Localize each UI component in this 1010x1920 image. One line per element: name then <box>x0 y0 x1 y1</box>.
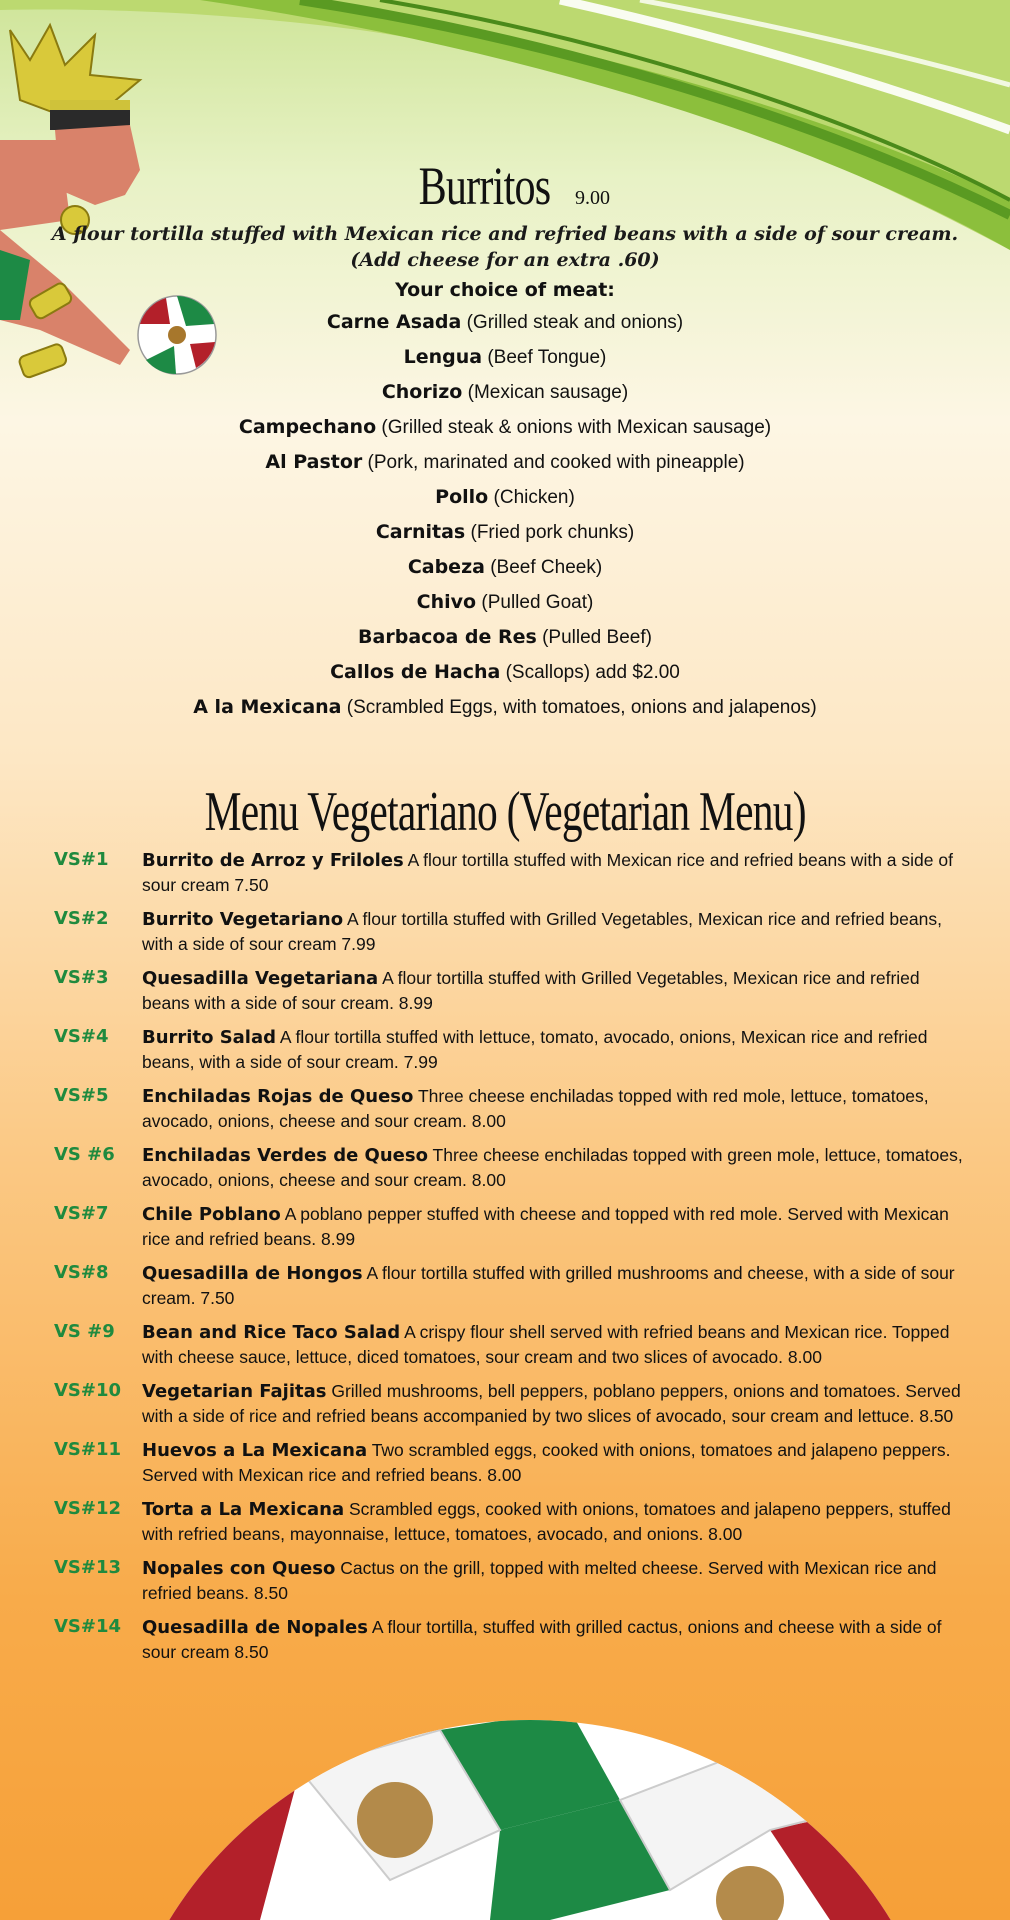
item-code: VS#13 <box>54 1557 122 1578</box>
meat-name: Chorizo <box>381 381 463 403</box>
meat-desc: (Chicken) <box>493 487 575 508</box>
meat-item <box>0 550 1010 585</box>
item-code: VS#5 <box>54 1085 109 1106</box>
meat-name: Cabeza <box>407 556 485 578</box>
item-body <box>142 1261 964 1310</box>
vegetarian-item <box>54 1025 964 1074</box>
burritos-title: Burritos <box>418 156 551 216</box>
meat-choice-label: Your choice of meat: <box>395 279 615 301</box>
vegetarian-item <box>54 1556 964 1605</box>
item-desc: A flour tortilla stuffed with Grilled Vegetables, Mexican rice and refried beans, with a side of sour cream 7.99 <box>142 909 942 954</box>
meat-name: Callos de Hacha <box>330 661 501 683</box>
item-desc: A flour tortilla, stuffed with grilled cactus, onions and cheese with a side of sour cream 8.50 <box>142 1617 942 1662</box>
item-desc: Grilled mushrooms, bell peppers, poblano peppers, onions and tomatoes. Served with a side of rice and refried beans accompanied by two slices of avocado, sour cream and lettuce. 8.50 <box>142 1381 961 1426</box>
item-body <box>142 1438 964 1487</box>
item-body <box>142 1556 964 1605</box>
burritos-section <box>0 155 1010 725</box>
item-code: VS#12 <box>54 1498 122 1519</box>
item-name: Torta a La Mexicana <box>142 1499 345 1520</box>
vegetarian-item <box>54 1497 964 1546</box>
item-body <box>142 1320 964 1369</box>
meat-desc: (Fried pork chunks) <box>470 522 635 543</box>
item-name: Quesadilla de Hongos <box>142 1263 363 1284</box>
meat-desc: (Scrambled Eggs, with tomatoes, onions and jalapenos) <box>346 697 817 718</box>
vegetarian-item <box>54 848 964 897</box>
item-name: Bean and Rice Taco Salad <box>142 1322 401 1343</box>
vegetarian-list <box>54 848 964 1674</box>
burritos-heading <box>0 155 1010 217</box>
item-code: VS#2 <box>54 908 109 929</box>
item-name: Enchiladas Verdes de Queso <box>142 1145 428 1166</box>
item-name: Enchiladas Rojas de Queso <box>142 1086 414 1107</box>
item-code: VS#10 <box>54 1380 122 1401</box>
vegetarian-item <box>54 966 964 1015</box>
vegetarian-item <box>54 1261 964 1310</box>
meat-item <box>0 620 1010 655</box>
item-body <box>142 907 964 956</box>
vegetarian-item <box>54 1379 964 1428</box>
meat-name: A la Mexicana <box>193 696 342 718</box>
item-desc: A flour tortilla stuffed with Mexican rice and refried beans with a side of sour cream 7.50 <box>142 850 953 895</box>
vegetarian-item <box>54 1202 964 1251</box>
meat-name: Al Pastor <box>265 451 363 473</box>
vegetarian-item <box>54 1143 964 1192</box>
item-name: Quesadilla de Nopales <box>142 1617 368 1638</box>
item-name: Burrito Salad <box>142 1027 277 1048</box>
item-name: Huevos a La Mexicana <box>142 1440 368 1461</box>
item-desc: Cactus on the grill, topped with melted cheese. Served with Mexican rice and refried beans. 8.50 <box>142 1558 937 1603</box>
meat-item <box>0 305 1010 340</box>
meat-desc: (Pulled Goat) <box>481 592 594 613</box>
meat-item <box>0 515 1010 550</box>
vegetarian-item <box>54 1615 964 1664</box>
meat-desc: (Pork, marinated and cooked with pineapple) <box>367 452 745 473</box>
item-code: VS #6 <box>54 1144 115 1165</box>
soccer-ball-large <box>150 1710 910 1920</box>
item-code: VS#4 <box>54 1026 109 1047</box>
item-desc: Two scrambled eggs, cooked with onions, tomatoes and jalapeno peppers. Served with Mexican rice and refried beans. 8.00 <box>142 1440 951 1485</box>
vegetarian-item <box>54 1084 964 1133</box>
item-name: Burrito de Arroz y Friloles <box>142 850 404 871</box>
item-name: Burrito Vegetariano <box>142 909 344 930</box>
item-name: Nopales con Queso <box>142 1558 336 1579</box>
burritos-price: 9.00 <box>575 187 610 209</box>
meat-item <box>0 445 1010 480</box>
vegetarian-item <box>54 907 964 956</box>
item-desc: Scrambled eggs, cooked with onions, tomatoes and jalapeno peppers, stuffed with refried beans, mayonnaise, lettuce, tomatoes, avocado, and onions. 8.00 <box>142 1499 951 1544</box>
item-desc: A flour tortilla stuffed with grilled mushrooms and cheese, with a side of sour cream. 7.50 <box>142 1263 955 1308</box>
vegetarian-title: Menu Vegetariano (Vegetarian Menu) <box>204 781 806 843</box>
burritos-description: A flour tortilla stuffed with Mexican rice and refried beans with a side of sour cream. <box>51 223 959 245</box>
meat-name: Pollo <box>435 486 489 508</box>
meat-desc: (Grilled steak & onions with Mexican sausage) <box>381 417 772 438</box>
meat-desc: (Pulled Beef) <box>542 627 652 648</box>
vegetarian-item <box>54 1320 964 1369</box>
item-desc: Three cheese enchiladas topped with green mole, lettuce, tomatoes, avocado, onions, cheese and sour cream. 8.00 <box>142 1145 963 1190</box>
item-body <box>142 1202 964 1251</box>
item-desc: A crispy flour shell served with refried beans and Mexican rice. Topped with cheese sauce, lettuce, diced tomatoes, sour cream and two slices of avocado. 8.00 <box>142 1322 950 1367</box>
item-body <box>142 1497 964 1546</box>
meat-desc: (Scallops) add $2.00 <box>505 662 680 683</box>
meat-list <box>0 305 1010 725</box>
meat-item <box>0 410 1010 445</box>
vegetarian-item <box>54 1438 964 1487</box>
item-body <box>142 966 964 1015</box>
item-desc: A flour tortilla stuffed with lettuce, tomato, avocado, onions, Mexican rice and refried beans, with a side of sour cream. 7.99 <box>142 1027 928 1072</box>
meat-desc: (Grilled steak and onions) <box>466 312 684 333</box>
meat-item <box>0 480 1010 515</box>
meat-name: Lengua <box>403 346 483 368</box>
meat-name: Carnitas <box>375 521 466 543</box>
meat-item <box>0 655 1010 690</box>
item-desc: A flour tortilla stuffed with Grilled Vegetables, Mexican rice and refried beans with a side of sour cream. 8.99 <box>142 968 920 1013</box>
meat-name: Chivo <box>416 591 477 613</box>
meat-name: Barbacoa de Res <box>358 626 537 648</box>
item-code: VS#8 <box>54 1262 109 1283</box>
meat-desc: (Mexican sausage) <box>467 382 629 403</box>
meat-item <box>0 340 1010 375</box>
meat-item <box>0 690 1010 725</box>
item-code: VS#1 <box>54 849 109 870</box>
vegetarian-heading <box>0 780 1010 844</box>
item-desc: A poblano pepper stuffed with cheese and topped with red mole. Served with Mexican rice and refried beans. 8.99 <box>142 1204 949 1249</box>
meat-item <box>0 585 1010 620</box>
item-code: VS#14 <box>54 1616 122 1637</box>
item-desc: Three cheese enchiladas topped with red mole, lettuce, tomatoes, avocado, onions, cheese and sour cream. 8.00 <box>142 1086 929 1131</box>
meat-item <box>0 375 1010 410</box>
item-body <box>142 1379 964 1428</box>
meat-name: Carne Asada <box>326 311 462 333</box>
item-name: Chile Poblano <box>142 1204 281 1225</box>
item-body <box>142 848 964 897</box>
meat-name: Campechano <box>238 416 377 438</box>
item-code: VS#3 <box>54 967 109 988</box>
item-body <box>142 1615 964 1664</box>
item-name: Quesadilla Vegetariana <box>142 968 379 989</box>
meat-desc: (Beef Tongue) <box>487 347 607 368</box>
meat-desc: (Beef Cheek) <box>490 557 603 578</box>
item-code: VS#7 <box>54 1203 109 1224</box>
item-body <box>142 1084 964 1133</box>
item-name: Vegetarian Fajitas <box>142 1381 327 1402</box>
item-code: VS #9 <box>54 1321 115 1342</box>
item-code: VS#11 <box>54 1439 122 1460</box>
item-body <box>142 1143 964 1192</box>
burritos-cheese-note: (Add cheese for an extra .60) <box>350 249 660 271</box>
item-body <box>142 1025 964 1074</box>
